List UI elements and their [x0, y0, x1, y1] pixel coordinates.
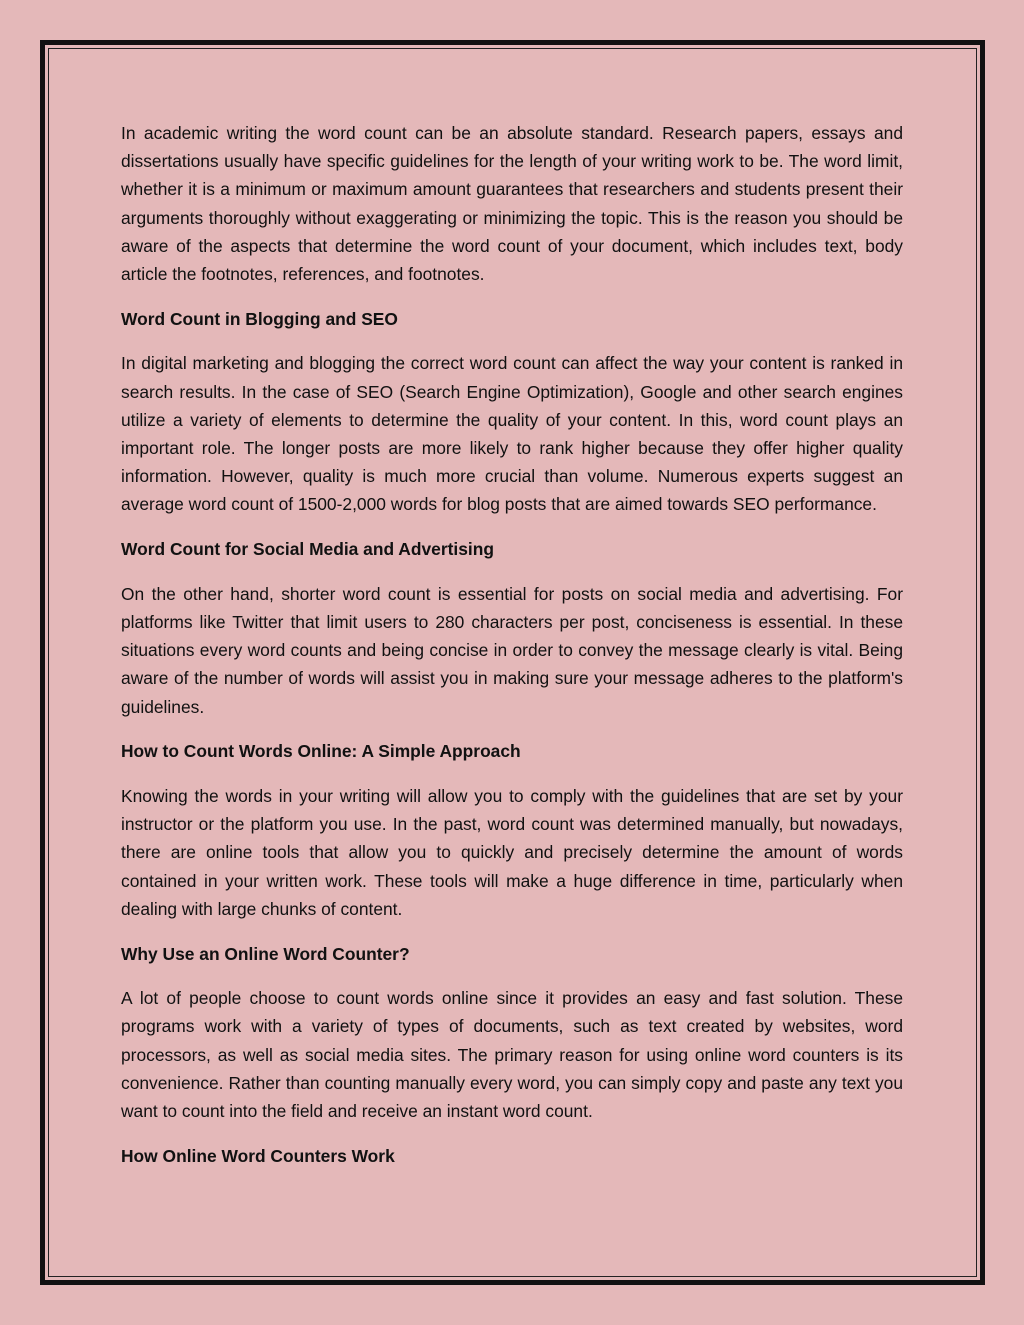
heading-blogging-seo: Word Count in Blogging and SEO	[121, 308, 398, 329]
paragraph-blogging-seo: In digital marketing and blogging the correct word count can affect the way your content is ranked in search results. In the case of SEO (Search Engine Optimization), Google and other search engines utilize a variety of elements to determine the quality of your content. In this, word count plays an important role. The longer posts are more likely to rank higher because they offer higher quality information. However, quality is much more crucial than volume. Numerous experts suggest an average word count of 1500-2,000 words for blog posts that are aimed towards SEO performance.	[121, 353, 903, 515]
paragraph-academic-writing: In academic writing the word count can be an absolute standard. Research papers, essays and dissertations usually have specific guidelines for the length of your writing work to be. The word limit, whether it is a minimum or maximum amount guarantees that researchers and students present their arguments thoroughly without exaggerating or minimizing the topic. This is the reason you should be aware of the aspects that determine the word count of your document, which includes text, body article the footnotes, references, and footnotes.	[121, 123, 903, 285]
paragraph-why-use: A lot of people choose to count words online since it provides an easy and fast solution. These programs work with a variety of types of documents, such as text created by websites, word processors, as well as social media sites. The primary reason for using online word counters is its convenience. Rather than counting manually every word, you can simply copy and paste any text you want to count into the field and receive an instant word count.	[121, 988, 903, 1122]
heading-why-use: Why Use an Online Word Counter?	[121, 943, 410, 964]
document-body	[121, 119, 903, 1187]
paragraph-count-online: Knowing the words in your writing will allow you to comply with the guidelines that are set by your instructor or the platform you use. In the past, word count was determined manually, but nowadays, there are online tools that allow you to quickly and precisely determine the amount of words contained in your written work. These tools will make a huge difference in time, particularly when dealing with large chunks of content.	[121, 786, 903, 919]
heading-count-online: How to Count Words Online: A Simple Approach	[121, 741, 521, 762]
heading-how-it-works: How Online Word Counters Work	[121, 1145, 395, 1166]
heading-social-media: Word Count for Social Media and Advertising	[121, 539, 494, 560]
paragraph-social-media: On the other hand, shorter word count is essential for posts on social media and advertising. For platforms like Twitter that limit users to 280 characters per post, conciseness is essential. In these situations every word counts and being concise in order to convey the message clearly is vital. Being aware of the number of words will assist you in making sure your message adheres to the platform's guidelines.	[121, 583, 903, 717]
